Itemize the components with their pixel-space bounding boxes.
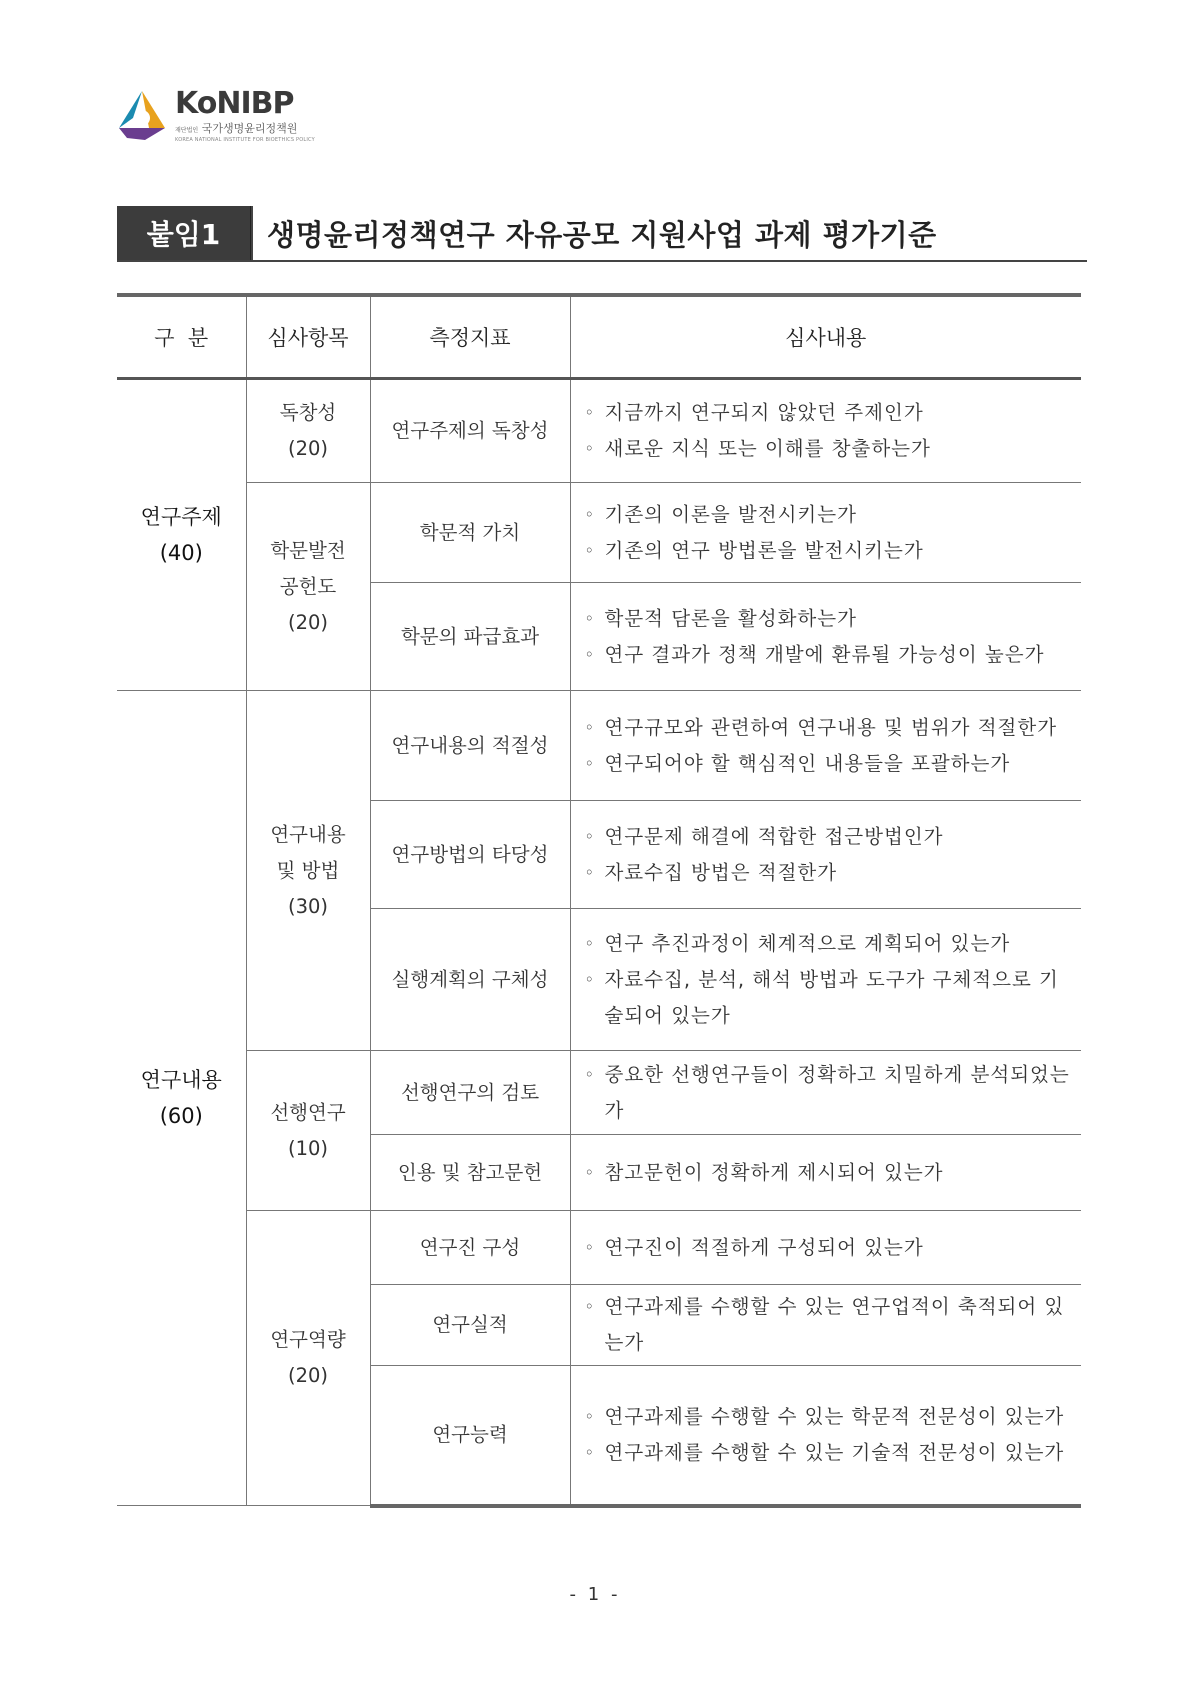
indicator-name: 연구능력 [370, 1366, 570, 1506]
content-bullet: ◦ 연구 결과가 정책 개발에 환류될 가능성이 높은가 [584, 642, 1045, 666]
table-row [117, 379, 1081, 483]
area-research-content [117, 691, 246, 1506]
indicator-name: 인용 및 참고문헌 [370, 1135, 570, 1211]
review-content [570, 1051, 1081, 1135]
content-bullet: ◦ 새로운 지식 또는 이해를 창출하는가 [584, 437, 931, 460]
content-bullet: ◦ 기존의 연구 방법론을 발전시키는가 [584, 538, 924, 562]
review-content [570, 909, 1081, 1051]
review-content [570, 583, 1081, 691]
area-research-topic [117, 379, 246, 691]
header-review-item: 심사항목 [246, 295, 370, 379]
item-score: (10) [287, 1136, 329, 1160]
table-row [117, 1211, 1081, 1285]
item-label: 연구내용 [270, 822, 346, 846]
indicator-name: 학문적 가치 [370, 483, 570, 583]
review-content [570, 691, 1081, 801]
indicator-name: 학문의 파급효과 [370, 583, 570, 691]
content-bullet: ◦ 중요한 선행연구들이 정확하고 치밀하게 분석되었는가 [584, 1062, 1070, 1122]
item-label-line2: 공헌도 [279, 574, 337, 598]
page-number: - 1 - [569, 1584, 621, 1605]
attachment-tag: 붙임1 [117, 206, 252, 260]
content-bullet: ◦ 연구과제를 수행할 수 있는 기술적 전문성이 있는가 [584, 1440, 1065, 1464]
logo-org-english: KOREA NATIONAL INSTITUTE FOR BIOETHICS POLICY [175, 137, 315, 143]
item-academic-contribution [246, 483, 370, 691]
header-review-content: 심사내용 [570, 295, 1081, 379]
review-content [570, 1135, 1081, 1211]
attachment-title: 생명윤리정책연구 자유공모 지원사업 과제 평가기준 [251, 206, 1087, 260]
content-bullet: ◦ 연구규모와 관련하여 연구내용 및 범위가 적절한가 [584, 715, 1058, 739]
content-bullet: ◦ 지금까지 연구되지 않았던 주제인가 [584, 401, 924, 424]
indicator-name: 연구주제의 독창성 [370, 379, 570, 483]
content-bullet: ◦ 자료수집, 분석, 해석 방법과 도구가 구체적으로 기술되어 있는가 [584, 967, 1059, 1027]
item-score: (30) [287, 894, 329, 918]
logo-wordmark: KoNIBP [175, 86, 294, 121]
table-row [117, 1051, 1081, 1135]
review-content [570, 1211, 1081, 1285]
table-row [117, 691, 1081, 801]
indicator-name: 연구방법의 타당성 [370, 801, 570, 909]
table-header-row [117, 295, 1081, 379]
content-bullet: ◦ 연구과제를 수행할 수 있는 학문적 전문성이 있는가 [584, 1404, 1065, 1428]
indicator-name: 선행연구의 검토 [370, 1051, 570, 1135]
area-label: 연구주제 [140, 505, 222, 529]
indicator-name: 연구진 구성 [370, 1211, 570, 1285]
area-score: (40) [159, 541, 203, 565]
header-category: 구 분 [117, 295, 246, 379]
item-label: 학문발전 [270, 538, 346, 562]
item-label: 연구역량 [270, 1328, 346, 1351]
review-content [570, 1285, 1081, 1366]
content-bullet: ◦ 연구과제를 수행할 수 있는 연구업적이 축적되어 있는가 [584, 1295, 1065, 1354]
header-indicator: 측정지표 [370, 295, 570, 379]
item-label: 선행연구 [270, 1100, 346, 1124]
item-originality [246, 379, 370, 483]
content-bullet: ◦ 참고문헌이 정확하게 제시되어 있는가 [584, 1160, 944, 1184]
item-label-line2: 및 방법 [276, 858, 340, 882]
logo-org-name [175, 120, 315, 143]
attachment-heading [117, 206, 1087, 262]
logo-org-prefix: 재단법인 [175, 127, 199, 134]
item-score: (20) [287, 437, 329, 460]
item-label: 독창성 [279, 401, 337, 424]
evaluation-criteria-table [117, 293, 1081, 1508]
content-bullet: ◦ 기존의 이론을 발전시키는가 [584, 502, 857, 526]
area-score: (60) [159, 1104, 203, 1128]
item-score: (20) [287, 610, 329, 634]
content-bullet: ◦ 연구되어야 할 핵심적인 내용들을 포괄하는가 [584, 751, 1011, 775]
konibp-logo [115, 84, 315, 144]
content-bullet: ◦ 연구 추진과정이 체계적으로 계획되어 있는가 [584, 931, 1011, 955]
content-bullet: ◦ 연구문제 해결에 적합한 접근방법인가 [584, 824, 944, 848]
item-research-capacity [246, 1211, 370, 1506]
table-row [117, 483, 1081, 583]
indicator-name: 연구실적 [370, 1285, 570, 1366]
indicator-name: 연구내용의 적절성 [370, 691, 570, 801]
konibp-emblem-icon [115, 88, 169, 142]
review-content [570, 1366, 1081, 1506]
content-bullet: ◦ 학문적 담론을 활성화하는가 [584, 606, 857, 630]
item-prior-research [246, 1051, 370, 1211]
item-score: (20) [287, 1364, 329, 1387]
content-bullet: ◦ 자료수집 방법은 적절한가 [584, 860, 838, 884]
logo-org-korean: 국가생명윤리정책원 [201, 122, 298, 135]
item-content-and-method [246, 691, 370, 1051]
area-label: 연구내용 [140, 1068, 222, 1092]
indicator-name: 실행계획의 구체성 [370, 909, 570, 1051]
content-bullet: ◦ 연구진이 적절하게 구성되어 있는가 [584, 1235, 924, 1259]
review-content [570, 483, 1081, 583]
review-content [570, 801, 1081, 909]
review-content [570, 379, 1081, 483]
